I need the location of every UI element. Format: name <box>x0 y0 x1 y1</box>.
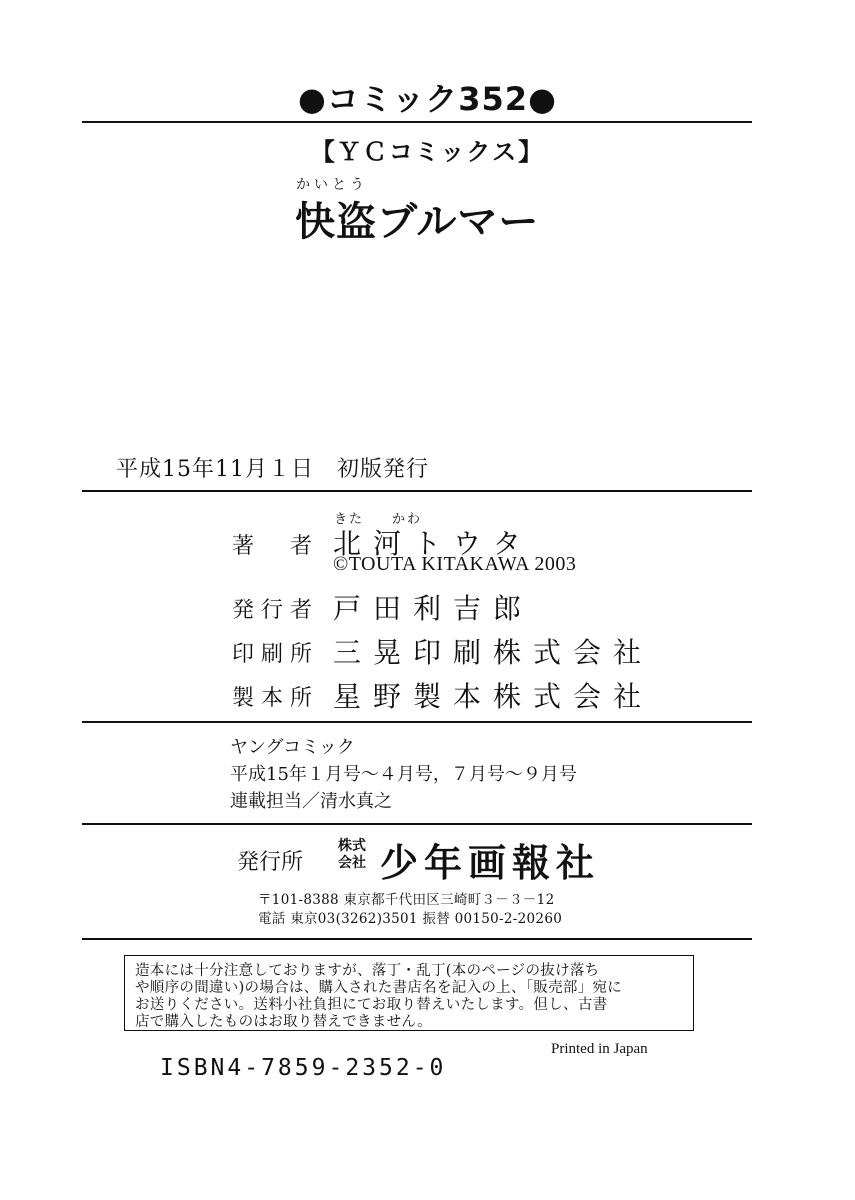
notice-line: 造本には十分注意しておりますが、落丁・乱丁(本のページの抜け落ち <box>135 963 600 979</box>
book-title: 快盗ブルマー <box>295 199 540 245</box>
serial-magazine: ヤングコミック <box>230 737 355 758</box>
divider <box>82 121 752 123</box>
copyright: ©TOUTA KITAKAWA 2003 <box>333 553 577 575</box>
credit-label-printer: 印刷所 <box>232 642 312 667</box>
isbn: ISBN4-7859-2352-0 <box>160 1055 447 1081</box>
credit-value-publisher: 戸田利吉郎 <box>333 592 534 625</box>
publisher-name: 少年画報社 <box>380 841 601 885</box>
notice-line: お送りください。送料小社負担にてお取り替えいたします。但し、古書 <box>135 997 608 1013</box>
author-ruby: きた <box>334 512 365 527</box>
title-ruby: かいとう <box>296 177 368 193</box>
credit-value-author: 北河トウタ <box>333 527 533 560</box>
credit-label-binder: 製本所 <box>232 686 312 711</box>
serial-editor: 連載担当／清水真之 <box>230 791 392 812</box>
publisher-address: 〒101-8388 東京都千代田区三崎町３－３－12 <box>258 892 555 908</box>
divider <box>82 490 752 492</box>
author-ruby: かわ <box>392 512 423 527</box>
notice-box <box>124 955 694 1031</box>
notice-line: や順序の間違い)の場合は、購入された書店名を記入の上、「販売部」宛に <box>135 980 623 996</box>
imprint-label: 【ＹＣコミックス】 <box>310 138 545 166</box>
credit-label-publisher: 発行者 <box>232 598 312 623</box>
notice-line: 店で購入したものはお取り替えできません。 <box>135 1014 432 1030</box>
divider <box>82 721 752 723</box>
divider <box>82 823 752 825</box>
publisher-label: 発行所 <box>237 850 304 875</box>
credit-value-binder: 星野製本株式会社 <box>333 680 654 713</box>
publisher-phone: 電話 東京03(3262)3501 振替 00150-2-20260 <box>258 911 563 927</box>
serial-issues: 平成15年１月号～４月号，７月号～９月号 <box>230 764 577 785</box>
company-type: 株式会社 <box>338 838 366 871</box>
printed-in: Printed in Japan <box>551 1041 648 1057</box>
publication-date: 平成15年11月１日 初版発行 <box>116 457 429 482</box>
divider <box>82 938 752 940</box>
series-label: ●コミック352● <box>297 80 557 118</box>
credit-value-printer: 三晃印刷株式会社 <box>333 636 654 669</box>
credit-label-author: 著者 <box>232 534 312 559</box>
